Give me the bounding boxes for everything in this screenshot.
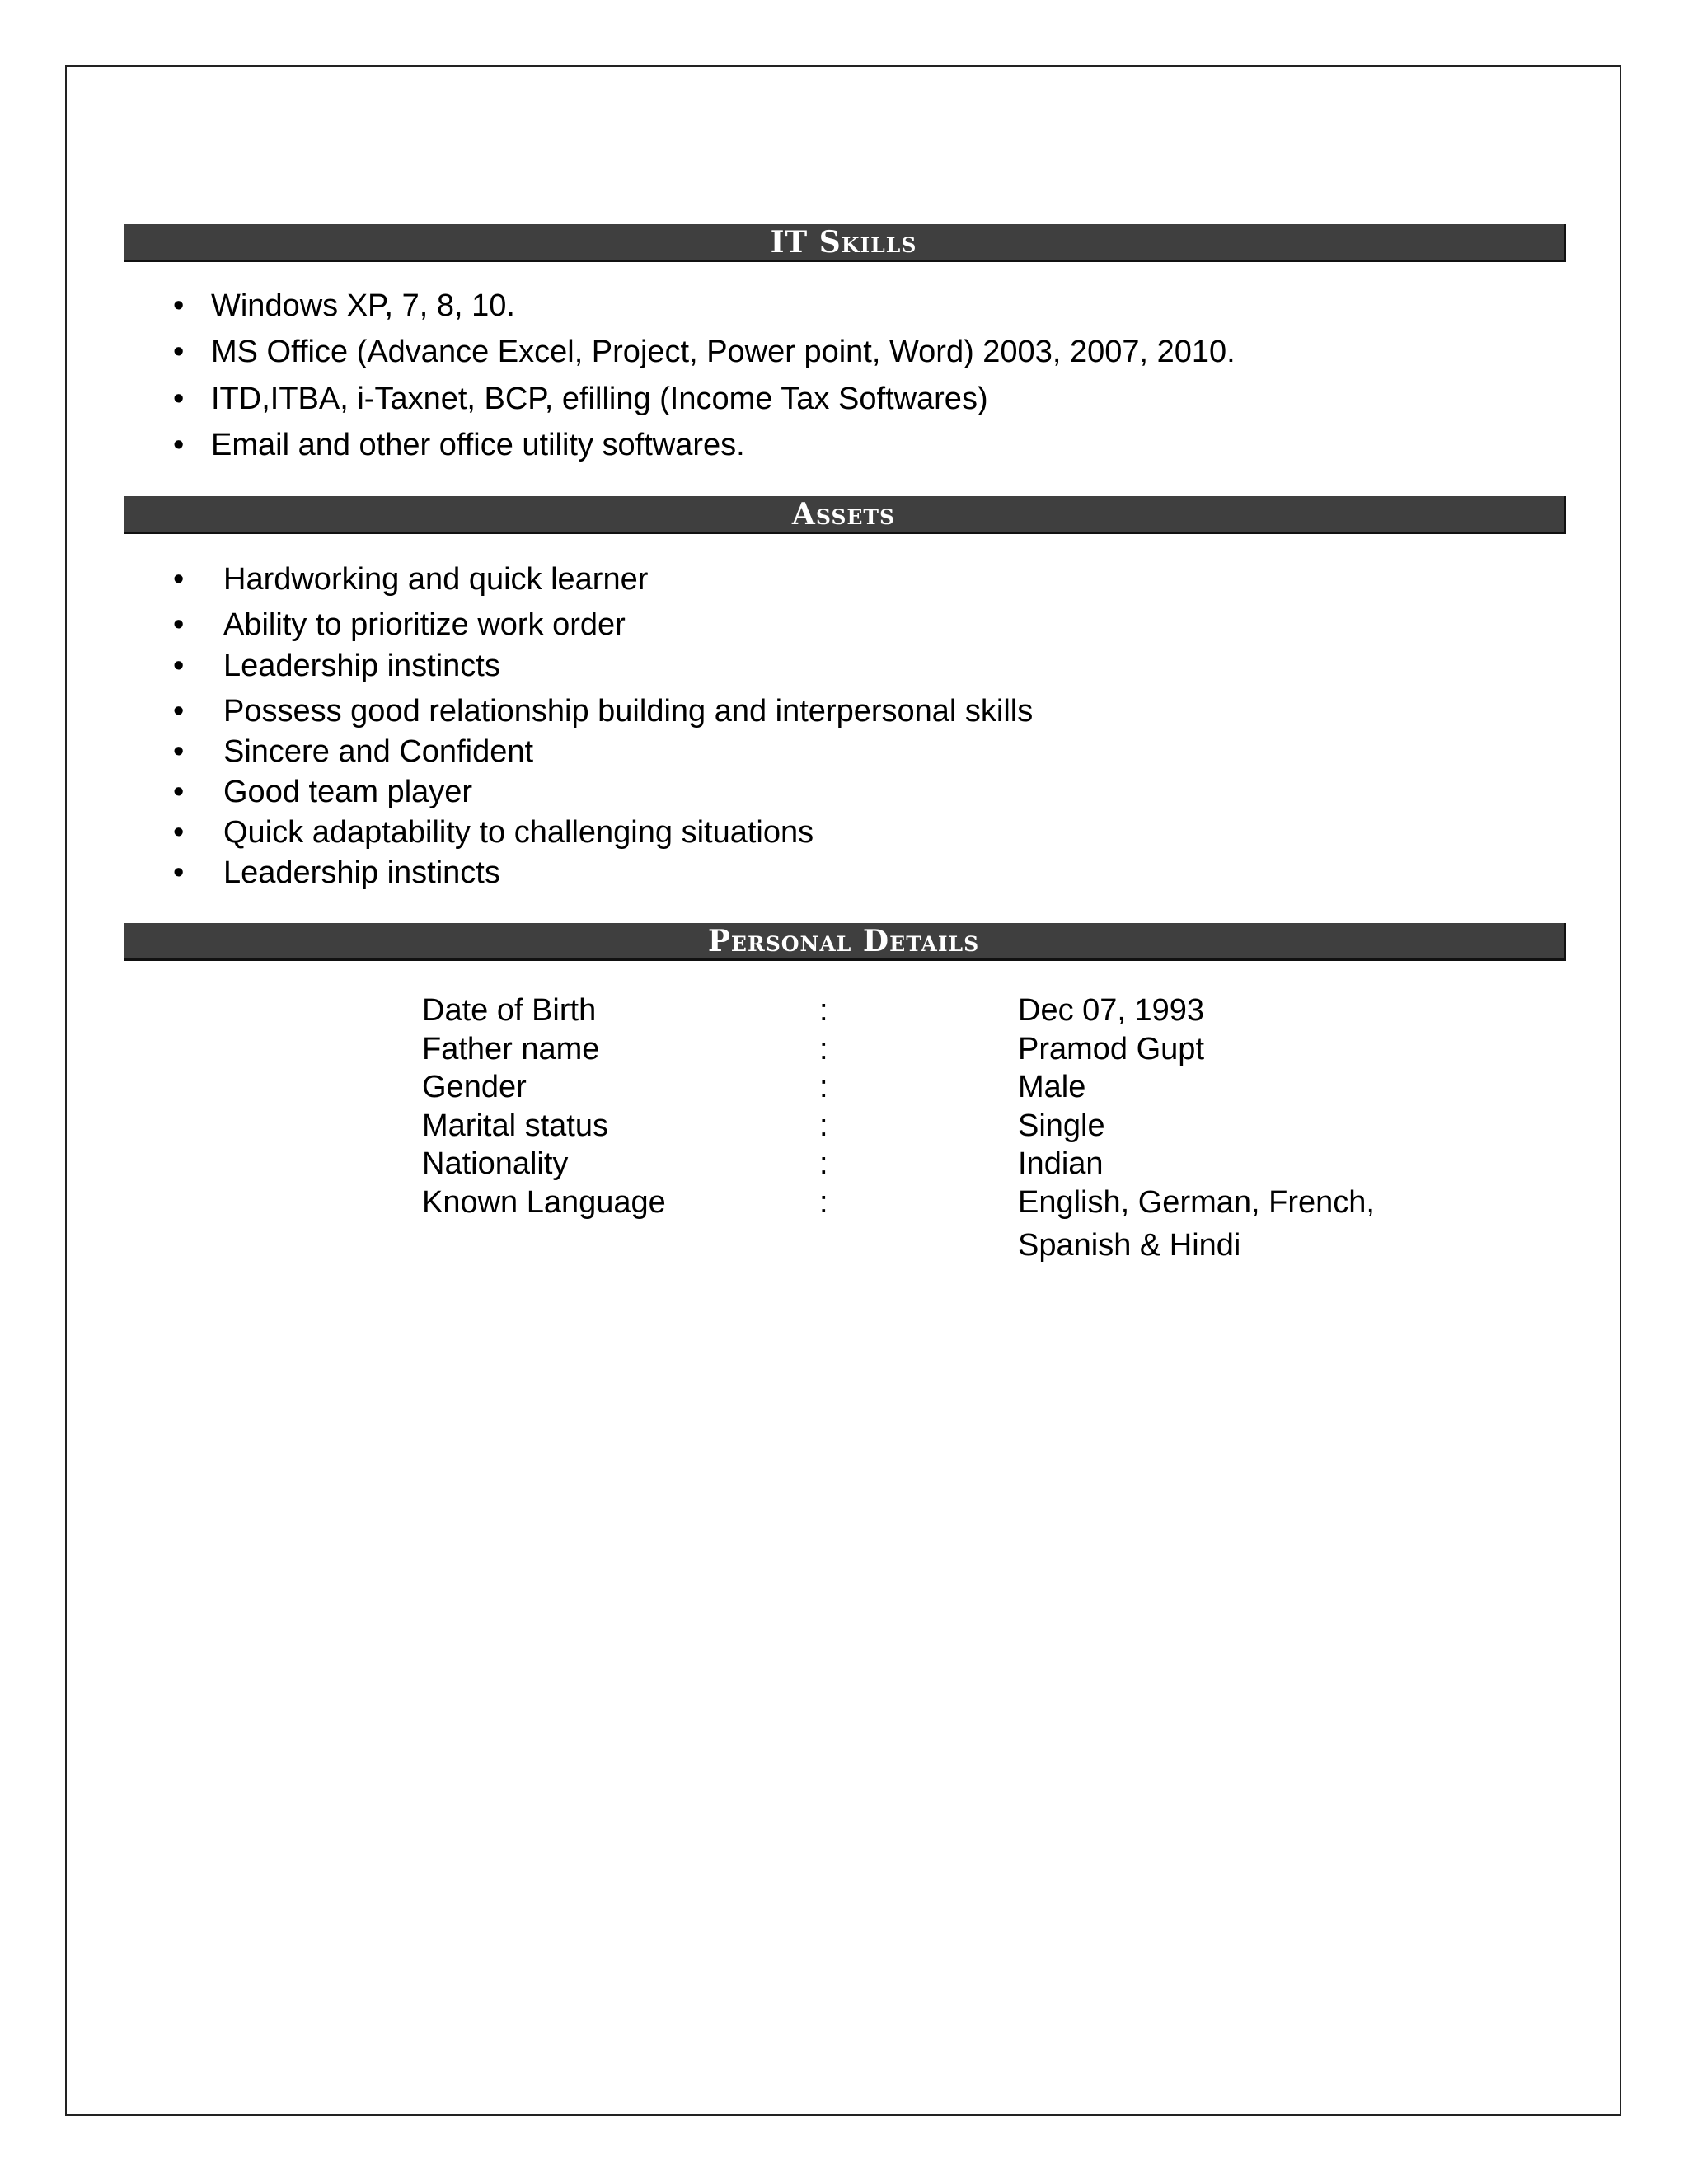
bullet-icon: • xyxy=(173,734,185,769)
detail-separator: : xyxy=(819,1031,828,1066)
bullet-icon: • xyxy=(173,288,185,323)
bullet-icon: • xyxy=(173,649,185,683)
detail-value: Male xyxy=(1018,1070,1086,1104)
detail-separator: : xyxy=(819,1070,828,1104)
detail-label: Father name xyxy=(422,1031,600,1066)
detail-value: Dec 07, 1993 xyxy=(1018,993,1205,1028)
bullet-icon: • xyxy=(173,382,185,416)
bullet-icon: • xyxy=(173,607,185,642)
detail-value: Pramod Gupt xyxy=(1018,1031,1204,1066)
detail-separator: : xyxy=(819,1146,828,1181)
bullet-icon: • xyxy=(173,775,185,809)
detail-value: Indian xyxy=(1018,1146,1104,1181)
bullet-icon: • xyxy=(173,562,185,597)
detail-separator: : xyxy=(819,993,828,1028)
bullet-icon: • xyxy=(173,428,185,462)
detail-label: Nationality xyxy=(422,1146,569,1181)
detail-label: Gender xyxy=(422,1070,527,1104)
bullet-icon: • xyxy=(173,694,185,729)
detail-label: Known Language xyxy=(422,1184,666,1220)
it-skills-heading: IT Skills xyxy=(124,224,1566,262)
detail-separator: : xyxy=(819,1184,828,1220)
assets-heading: Assets xyxy=(124,496,1566,534)
personal-details-heading: Personal Details xyxy=(124,923,1566,961)
detail-label: Date of Birth xyxy=(422,993,597,1028)
bullet-icon: • xyxy=(173,855,185,890)
detail-label: Marital status xyxy=(422,1108,608,1143)
bullet-icon: • xyxy=(173,335,185,369)
detail-value: Single xyxy=(1018,1108,1105,1143)
detail-value: English, German, French, Spanish & Hindi xyxy=(1018,1184,1375,1263)
bullet-icon: • xyxy=(173,815,185,850)
detail-separator: : xyxy=(819,1108,828,1143)
